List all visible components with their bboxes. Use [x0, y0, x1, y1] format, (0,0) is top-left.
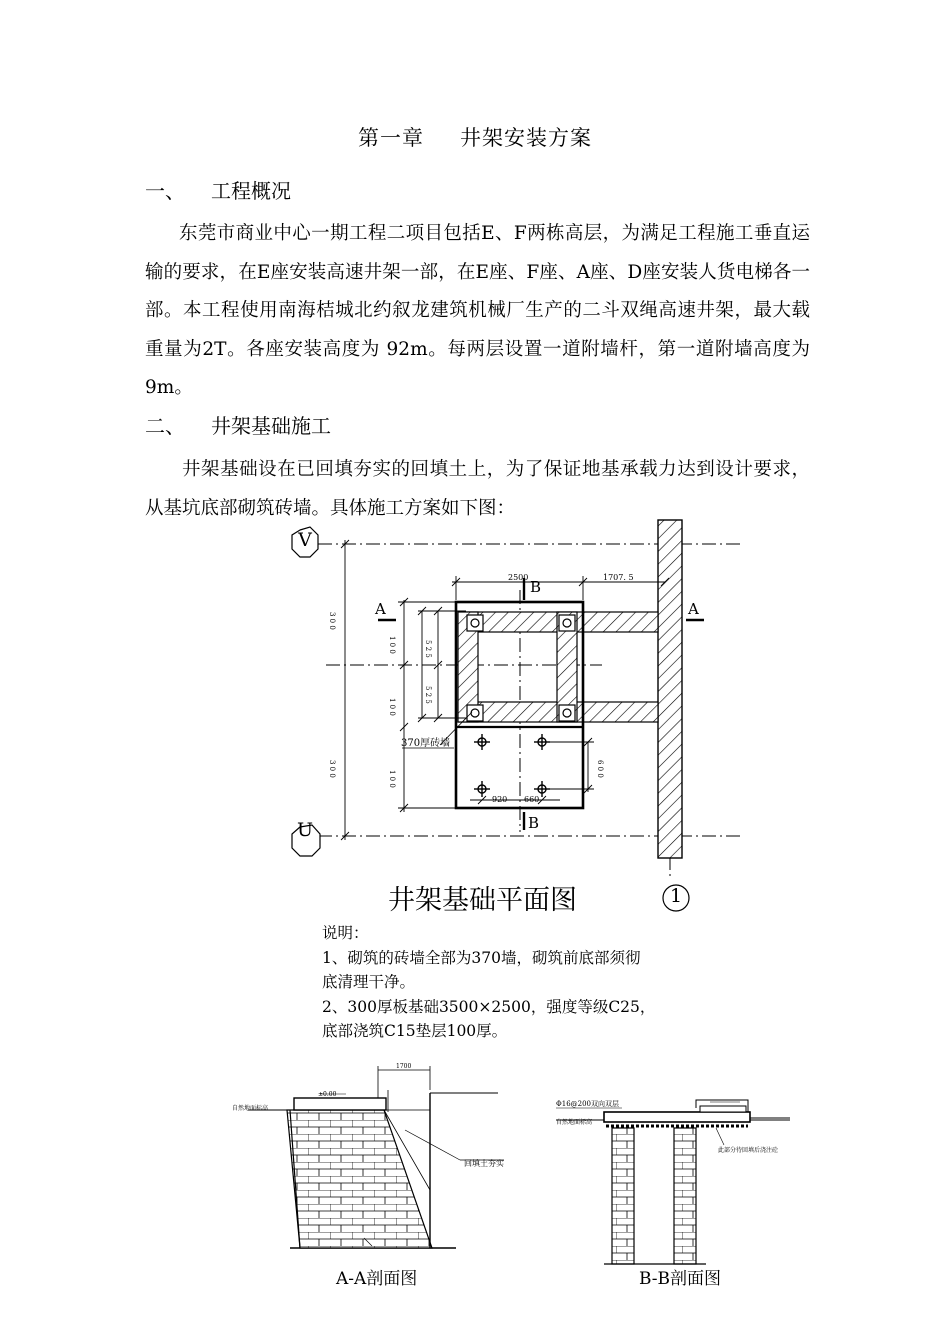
- section-number: 一、: [145, 179, 185, 203]
- section-bb: [556, 1099, 790, 1264]
- aa-fill-label: 回填土夯实: [464, 1159, 504, 1168]
- svg-text:±0.00: ±0.00: [318, 1091, 337, 1098]
- svg-text:6 0 0: 6 0 0: [596, 760, 604, 778]
- section-title: 工程概况: [211, 179, 291, 203]
- plan-title: 井架基础平面图: [388, 885, 577, 916]
- notes-heading: 说明：: [322, 924, 369, 942]
- bb-slab: [604, 1112, 750, 1122]
- notes-line: 2、300厚板基础3500×2500，强度等级C25，: [322, 997, 656, 1016]
- svg-text:1 0 0: 1 0 0: [388, 770, 396, 788]
- svg-text:1 0 0: 1 0 0: [388, 636, 396, 654]
- wall-label: 370厚砖墙: [401, 738, 451, 749]
- section-aa: [232, 1063, 504, 1248]
- dim-1707: 1707. 5: [603, 573, 634, 582]
- aa-dim-1700: 1700: [396, 1063, 412, 1070]
- bb-pier-right: [674, 1128, 696, 1264]
- svg-text:3 0 0: 3 0 0: [328, 612, 336, 630]
- bb-caption: B-B剖面图: [639, 1269, 722, 1289]
- svg-text:3 0 0: 3 0 0: [328, 760, 336, 778]
- axis-label-v: V: [298, 529, 312, 551]
- axis-label-1: 1: [669, 885, 683, 907]
- section-mark-b-top: B: [530, 578, 542, 596]
- svg-text:5 2 5: 5 2 5: [424, 640, 432, 658]
- paragraph-text: 东莞市商业中心一期工程二项目包括E、F两栋高层，为满足工程施工垂直运输的要求，在E座安装高速井架一部，在E座、F座、A座、D座安装人货电梯各一部。本工程使用南海桔城北约叙龙建筑机械厂生产的二斗双绳高速井架，最大载重量为2T。各座安装高度为 92m。每两层设置一道附墙杆，第一道附墙高度为9m。: [145, 223, 810, 398]
- axis-label-u: U: [296, 819, 314, 841]
- notes-line: 底部浇筑C15垫层100厚。: [322, 1022, 508, 1040]
- chapter-number: 第一章: [358, 126, 424, 150]
- svg-text:自然地面标高: 自然地面标高: [556, 1119, 593, 1126]
- plan-view: [292, 520, 740, 911]
- svg-text:1 0 0: 1 0 0: [388, 698, 396, 716]
- section-mark-a-left: A: [375, 600, 386, 618]
- dim-2500: 2500: [508, 573, 529, 582]
- aa-caption: A-A剖面图: [336, 1269, 418, 1289]
- dim-920: 920: [492, 795, 508, 804]
- section-number: 二、: [145, 414, 185, 438]
- chapter-title: 井架安装方案: [460, 126, 592, 150]
- svg-text:自然地面标高: 自然地面标高: [232, 1105, 269, 1112]
- notes-block: [322, 921, 655, 1044]
- section-mark-a-right: A: [688, 600, 699, 618]
- section-mark-b-bottom: B: [528, 814, 540, 832]
- aa-slab: [294, 1098, 386, 1110]
- section-title: 井架基础施工: [211, 414, 331, 438]
- notes-line: 底清理干净。: [322, 973, 416, 991]
- dim-660: 660: [524, 795, 540, 804]
- bb-note: 此部分待回填后浇注砼: [718, 1147, 779, 1154]
- svg-text:5 2 5: 5 2 5: [424, 686, 432, 704]
- aa-brick-mass: [287, 1110, 432, 1248]
- notes-line: 1、砌筑的砖墙全部为370墙，砌筑前底部须彻: [322, 948, 641, 967]
- bb-rebar-label: Φ16@200双向双层: [556, 1100, 620, 1108]
- bb-pier-left: [612, 1128, 634, 1264]
- paragraph-text: 井架基础设在已回填夯实的回填土上，为了保证地基承载力达到设计要求，从基坑底部砌筑砖墙。具体施工方案如下图：: [145, 459, 810, 519]
- building-wall: [658, 520, 682, 858]
